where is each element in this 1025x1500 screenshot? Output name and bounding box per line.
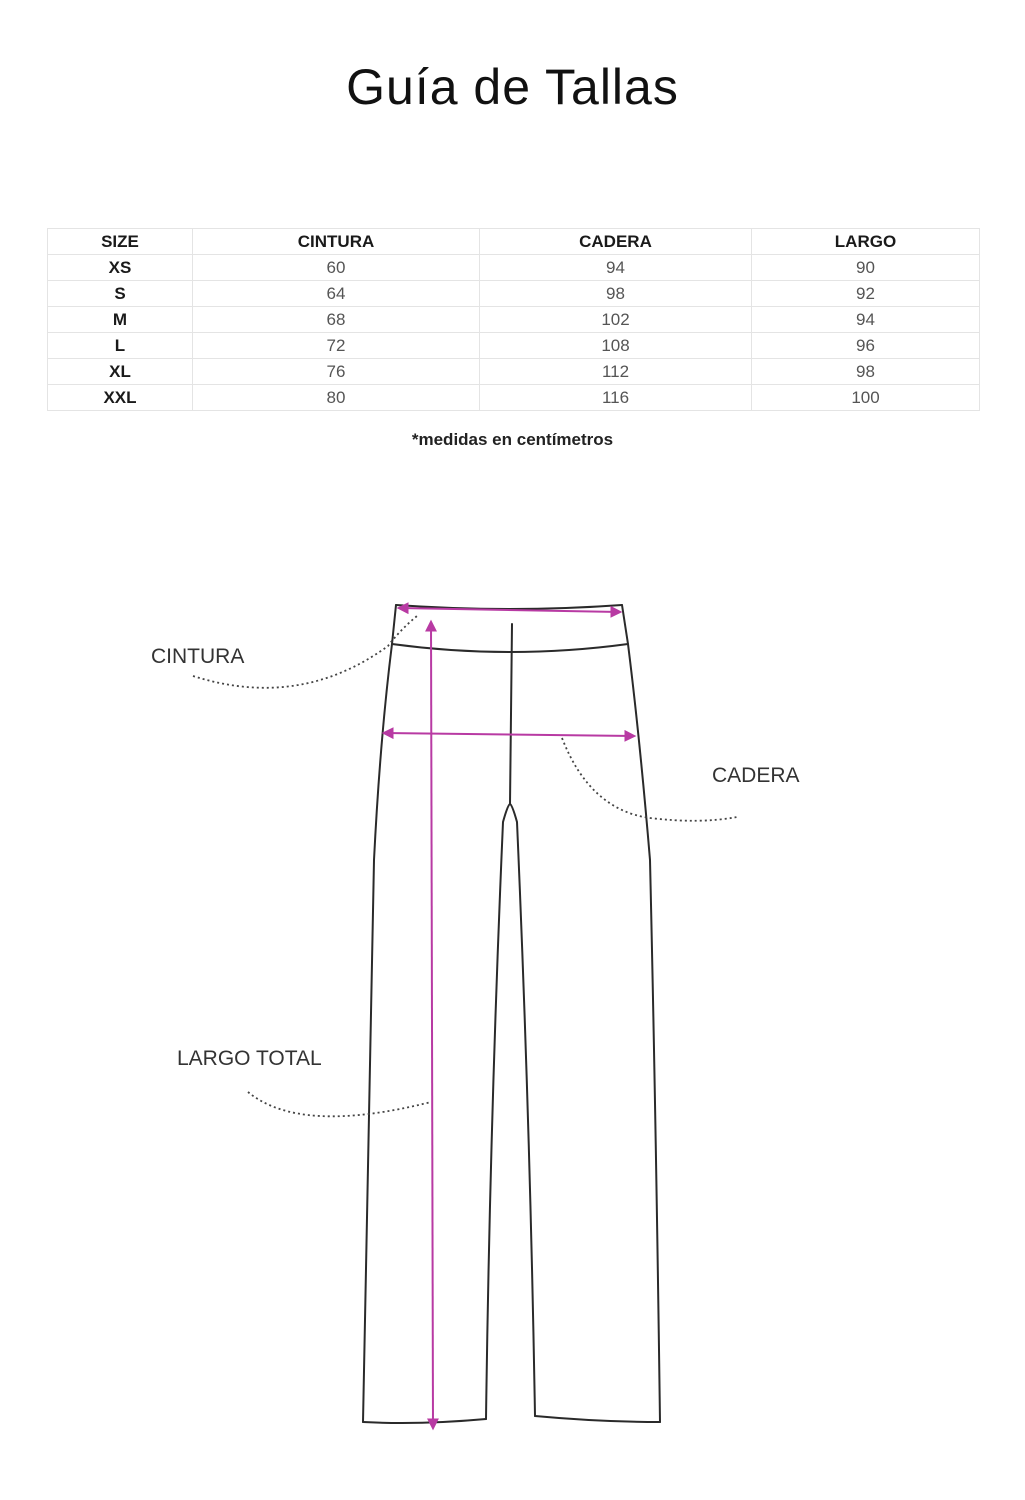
largo-cell: 100: [752, 385, 980, 411]
size-cell: S: [48, 281, 193, 307]
table-row: [48, 255, 980, 281]
right-inseam: [510, 804, 535, 1416]
cadera-cell: 116: [480, 385, 752, 411]
cintura-cell: 72: [193, 333, 480, 359]
right-outer-seam: [622, 605, 660, 1422]
cintura-cell: 76: [193, 359, 480, 385]
cintura-cell: 68: [193, 307, 480, 333]
pants-measurement-diagram: [0, 560, 1025, 1460]
size-cell: XXL: [48, 385, 193, 411]
measurement-lines: [384, 608, 634, 1428]
largo-cell: 98: [752, 359, 980, 385]
cadera-cell: 94: [480, 255, 752, 281]
leader-lines: [193, 616, 737, 1116]
size-cell: L: [48, 333, 193, 359]
table-row: [48, 281, 980, 307]
size-cell: XL: [48, 359, 193, 385]
cadera-cell: 98: [480, 281, 752, 307]
table-row: [48, 359, 980, 385]
cadera-cell: 108: [480, 333, 752, 359]
length-leader-line: [248, 1092, 431, 1116]
largo-cell: 94: [752, 307, 980, 333]
left-hem: [363, 1419, 486, 1423]
cintura-cell: 60: [193, 255, 480, 281]
pants-outline: [363, 605, 660, 1423]
cadera-cell: 112: [480, 359, 752, 385]
header-largo: LARGO: [752, 229, 980, 255]
length-measure-line: [431, 622, 433, 1428]
cadera-cell: 102: [480, 307, 752, 333]
hip-label: CADERA: [712, 764, 800, 787]
table-header-row: [48, 229, 980, 255]
right-hem: [535, 1416, 660, 1422]
left-outer-seam: [363, 605, 396, 1422]
length-label: LARGO TOTAL: [177, 1047, 322, 1070]
hip-measure-line: [384, 733, 634, 736]
cintura-cell: 80: [193, 385, 480, 411]
waistband-bottom: [392, 644, 628, 652]
largo-cell: 90: [752, 255, 980, 281]
page-title: Guía de Tallas: [346, 59, 679, 115]
measurement-footnote: *medidas en centímetros: [411, 430, 614, 449]
table-row: [48, 307, 980, 333]
pants-illustration: [0, 560, 1025, 1460]
size-chart-table: [47, 228, 980, 411]
cintura-cell: 64: [193, 281, 480, 307]
waist-label: CINTURA: [151, 645, 245, 668]
size-cell: XS: [48, 255, 193, 281]
table-row: [48, 385, 980, 411]
hip-leader-line: [562, 738, 737, 821]
header-cadera: CADERA: [480, 229, 752, 255]
header-cintura: CINTURA: [193, 229, 480, 255]
header-size: SIZE: [48, 229, 193, 255]
largo-cell: 92: [752, 281, 980, 307]
left-inseam: [486, 804, 510, 1419]
size-cell: M: [48, 307, 193, 333]
table-row: [48, 333, 980, 359]
largo-cell: 96: [752, 333, 980, 359]
